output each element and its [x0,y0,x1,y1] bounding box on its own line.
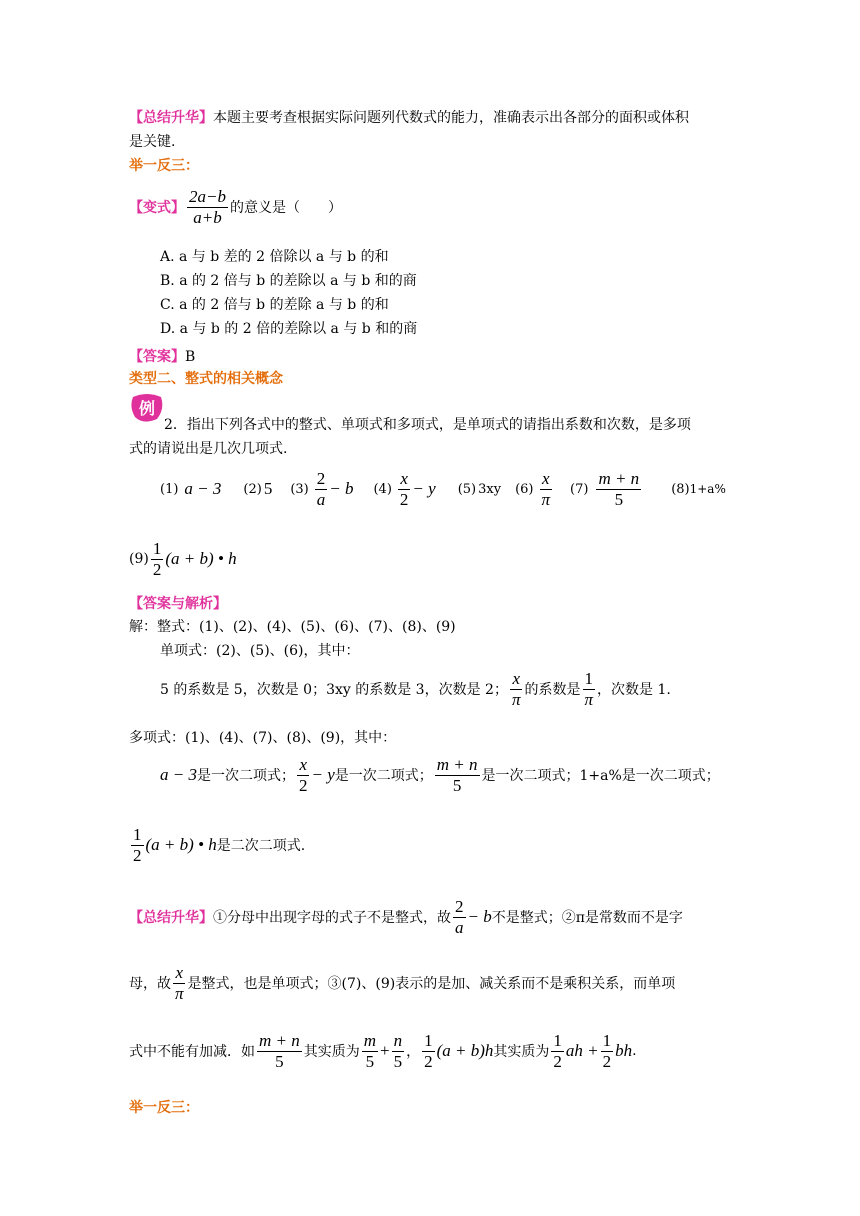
fraction-numerator: 1 [602,1030,612,1050]
practice-heading-2: 举一反三： [129,1100,199,1116]
variant-tag: 【变式】 [129,200,185,216]
fraction-numerator: 1 [133,824,142,844]
option-a: A. a 与 b 差的 2 倍除以 a 与 b 的和 [160,249,389,265]
summary-expr: bh [615,1041,633,1060]
fraction-numerator: x [175,962,184,982]
analysis-expr: (a + b) • h [145,835,217,854]
fraction-numerator: 1 [152,538,162,558]
fraction-denominator: π [175,983,184,1003]
variant-fraction [187,187,228,227]
fraction-numerator: 1 [424,1030,433,1050]
fraction-numerator: m + n [259,1030,300,1050]
fraction-denominator: a+b [193,207,222,227]
item-expr: a − 3 [184,479,222,498]
fraction-numerator: x [400,468,408,488]
summary-fraction [453,897,466,937]
summary-expr: ah + [565,1041,599,1060]
analysis-fraction [297,755,310,795]
fraction-numerator: m + n [598,468,640,488]
fraction-denominator: π [511,689,521,709]
analysis-expr: a − 3 [160,765,197,784]
example-item-9 [129,536,237,582]
variant-question [129,184,342,230]
fraction-denominator: π [584,689,594,709]
fraction-denominator: 2 [298,775,308,795]
option-c: C. a 的 2 倍与 b 的差除 a 与 b 的和 [160,297,389,313]
item-expr: − y [412,479,436,498]
item-label: (3) [290,481,309,497]
item-label: (5) [457,481,477,497]
option-b: B. a 的 2 倍与 b 的差除以 a 与 b 和的商 [160,273,417,289]
example-items-row [160,466,726,512]
analysis-text: 5 的系数是 5，次数是 0；3xy 的系数是 3，次数是 2； [160,682,508,698]
summary2-line-1 [129,894,683,940]
fraction-denominator: 2 [553,1051,562,1071]
analysis-line-4: 多项式：(1)、(4)、(7)、(8)、(9)，其中： [129,730,397,746]
fraction-denominator: 2 [399,489,409,509]
analysis-text: 是一次二项式； [334,768,433,784]
summary2-line-2 [129,960,675,1006]
answer-1 [129,346,195,366]
summary-text: 母，故 [129,976,171,992]
fraction-denominator: 5 [452,775,462,795]
variant-prompt: 的意义是（ ） [229,200,342,216]
example-badge-icon [129,393,165,423]
fraction-numerator: 2 [316,468,326,488]
fraction-denominator: 5 [365,1051,375,1071]
summary-expr: (a + b)h [436,1041,494,1060]
item-label: (2) [243,481,262,497]
item-expr: − b [329,479,354,498]
item-fraction [596,469,641,509]
analysis-fraction [131,825,144,865]
summary-text: 不是整式；②π是常数而不是字 [491,910,683,926]
example-text-2: 式的请说出是几次几项式. [129,441,288,457]
item-label: (8) [671,481,690,497]
fraction-numerator: 1 [553,1030,562,1050]
summary-tag: 【总结升华】 [129,910,213,926]
analysis-text: 是二次二项式. [216,838,306,854]
summary-fraction [257,1031,302,1071]
section-title: 类型二、整式的相关概念 [129,371,283,387]
option-d: D. a 与 b 的 2 倍的差除以 a 与 b 和的商 [160,321,418,337]
summary-fraction [551,1031,564,1071]
fraction-denominator: 5 [393,1051,403,1071]
analysis-line-5 [160,752,720,798]
summary-text: 是整式，也是单项式；③(7)、(9)表示的是加、减关系而不是乘积关系，而单项 [187,976,676,992]
fraction-denominator: 5 [275,1051,284,1071]
analysis-text: 是一次二项式； [196,768,295,784]
summary-expr: − b [467,907,492,926]
item-fraction [539,469,552,509]
answer-value: B [185,349,196,365]
fraction-denominator: 2 [602,1051,612,1071]
analysis-text: 是一次二项式；1+a%是一次二项式； [481,768,720,784]
fraction-denominator: 2 [152,559,162,579]
analysis-line-3 [160,666,671,712]
analysis-line-6 [129,822,305,868]
summary-fraction [173,963,186,1003]
item-expr: 5 [263,479,273,498]
fraction-numerator: 2 [455,896,464,916]
fraction-denominator: 5 [614,489,624,509]
summary-fraction [601,1031,614,1071]
summary-text: 式中不能有加减．如 [129,1044,255,1060]
fraction-numerator: x [541,468,550,488]
item-expr: 1+a% [689,482,726,496]
fraction-numerator: x [299,754,307,774]
fraction-numerator: x [512,668,520,688]
answer-tag: 【答案】 [129,349,185,365]
fraction-numerator: 1 [584,668,593,688]
item-expr: (a + b) • h [165,549,237,568]
summary-text: ， [406,1044,421,1060]
summary-fraction [392,1031,405,1071]
summary-tag: 【总结升华】 [129,110,213,126]
analysis-fraction [510,669,523,709]
summary-expr: + [380,1041,390,1060]
fraction-denominator: 2 [133,845,142,865]
analysis-expr: − y [311,765,335,784]
analysis-fraction [582,669,595,709]
badge-label: 例 [138,399,156,418]
summary2-line-3 [129,1028,637,1074]
item-fraction [151,539,164,579]
fraction-denominator: a [316,489,326,509]
analysis-line-1: 解：整式：(1)、(2)、(4)、(5)、(6)、(7)、(8)、(9) [129,619,456,635]
fraction-numerator: 2a−b [189,186,226,206]
item-fraction [398,469,411,509]
summary-paragraph-1 [129,107,689,127]
analysis-text: ，次数是 1. [597,682,671,698]
analysis-line-2: 单项式：(2)、(5)、(6)，其中： [160,643,360,659]
fraction-numerator: m [363,1030,377,1050]
fraction-numerator: m + n [436,754,478,774]
item-label: (7) [570,481,589,497]
fraction-denominator: π [541,489,551,509]
fraction-numerator: n [393,1030,403,1050]
practice-heading: 举一反三： [129,158,199,174]
fraction-denominator: a [455,917,464,937]
item-fraction [315,469,328,509]
item-label: (1) [160,481,179,497]
summary-fraction [422,1031,435,1071]
item-label: (4) [373,481,392,497]
fraction-denominator: 2 [424,1051,433,1071]
analysis-text: 的系数是 [524,682,581,698]
analysis-tag: 【答案与解析】 [129,596,227,612]
analysis-fraction [435,755,480,795]
summary-text-cont: 是关键. [129,134,176,150]
item-expr: 3xy [478,481,502,497]
item-label: (9) [129,551,149,567]
summary-text: 其实质为 [303,1044,360,1060]
summary-text: . [632,1043,637,1059]
summary-text: 其实质为 [493,1044,550,1060]
example-text-1: 2．指出下列各式中的整式、单项式和多项式，是单项式的请指出系数和次数，是多项 [164,417,691,433]
summary-fraction [362,1031,378,1071]
summary-text: ①分母中出现字母的式子不是整式，故 [213,910,451,926]
item-label: (6) [515,481,534,497]
summary-text: 本题主要考查根据实际问题列代数式的能力，准确表示出各部分的面积或体积 [213,110,689,126]
